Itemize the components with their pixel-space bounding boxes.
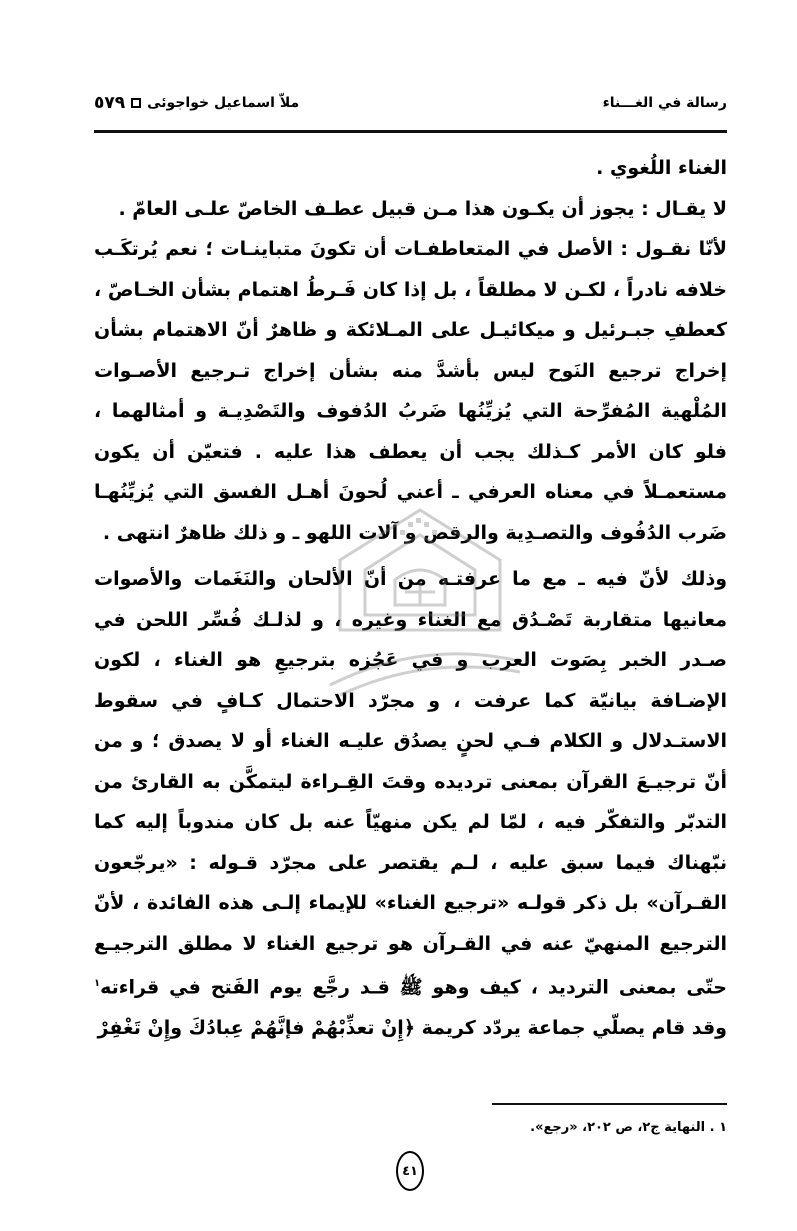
paragraph-text: وذلك لأنّ فيه ـ مع ما عرفتـه من أنّ الألحان والنَغَمات والأصوات معانيها متقاربة تَصْـدُق مع الغناء وغيره ، و لذلـك فُسِّر اللحن في صـدر الخبر بِصَوت العرب و في عَجُزه بترجيعِ هو الغناء ، لكون الإضـافة بيانيّة كما عرفت ، و مجرّد الاحتمال كـافٍ في سقوط الاستـدلال و الكلام فـي لحنٍ يصدُق عليـه الغناء أو لا يصدق ؛ و من أنّ ترجيـعَ القرآن بمعنى ترديده وقتَ القِـراءة ليتمكَّن به القارئ من التدبّر والتفكّر فيه ، لمّا لم يكن منهيّاً عنه بل كان مندوباً إليه كما نبّهناك فيما سبق عليه ، لـم يقتصر على مجرّد قـوله : «يرجّعون القـرآن» بل ذكر قولـه «ترجيع الغناء» للإيماء إلـى هذه الفائدة ، لأنّ الترجيع المنهيّ عنه في القـرآن هو ترجيع الغناء لا مطلق الترجيـع حتّى بمعنى الترديد ، كيف وهو ﷺ قـد رجَّع يوم الفَتح في قراءته	[94, 568, 727, 999]
paragraph-last	[94, 559, 727, 1048]
header-divider	[94, 130, 727, 133]
paragraph-tail: وقد قام يصلّي جماعة يردّد كريمة ﴿إِنْ تعذِّبْهُمْ فإنَّهُمْ عِبادُكَ وإِنْ تَغْفِرْ	[97, 1016, 727, 1039]
paragraph: الغناء اللُغوي .	[596, 157, 727, 179]
paragraph: لأنّا نقـول : الأصل في المتعاطفـات أن تكونَ متباينـات ؛ نعم يُرتكَـب خلافه نادراً ، لكـن لا مطلقاً ، بل إذا كان فَـرطُ اهتمام بشأن الخـاصّ ، كعطفِ جبـرئيل و ميكائيـل على المـلائكة و ظاهرٌ أنّ الاهتمام بشأن إخراج ترجيع النَوح ليس بأشدَّ منه بشأن إخراج تـرجيع الأصـوات المُلْهية المُفرِّحة التي يُزيِّنُها ضَربُ الدُفوف والتَصْدِيـة و أمثالهما ، فلو كان الأمر كـذلك يجب أن يعطف هذا عليه . فتعيّن أن يكون مستعمـلاً في معناه العرفي ـ أعني لُحونَ أهـل الفسق التي يُزيِّنُهـا ضَرب الدُفُوف والتصـدِية والرقص و آلات اللهو ـ و ذلك ظاهرٌ انتهى .	[94, 238, 727, 544]
book-title: رسالة في الغـــناء	[602, 95, 727, 111]
footnote-marker[interactable]: ١	[94, 978, 101, 989]
header-author: ملاّ اسماعيل خواجوئى	[147, 95, 300, 111]
header-page-number: ٥٧٩	[94, 93, 126, 113]
page-number-badge: ٤١	[396, 1151, 424, 1191]
running-header	[94, 90, 727, 116]
square-bullet-icon	[131, 98, 141, 108]
paragraph: لا يقـال : يجوز أن يكـون هذا مـن قبيل عطـف الخاصّ علـى العامّ .	[118, 197, 727, 220]
footnote-divider	[492, 1103, 727, 1105]
footnote: ١ . النهاية ج٢، ص ٢٠٢، «رجع».	[530, 1120, 727, 1135]
main-text	[94, 148, 727, 1048]
header-author-block	[94, 93, 299, 113]
